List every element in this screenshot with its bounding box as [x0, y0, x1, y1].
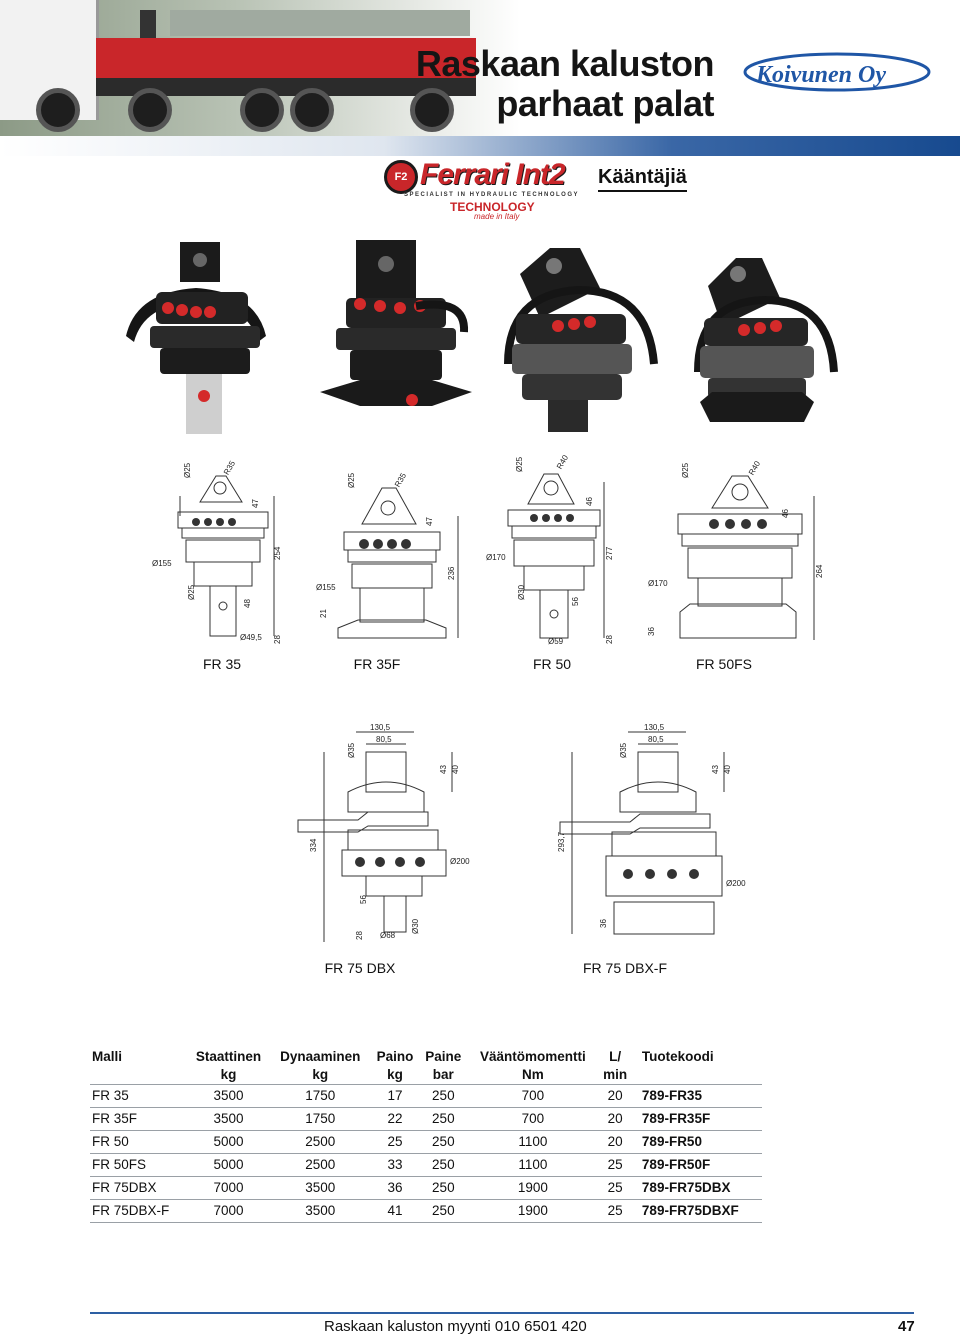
table-row [90, 1108, 762, 1131]
footer-contact: Raskaan kaluston myynti 010 6501 420 [324, 1318, 587, 1335]
svg-text:36: 36 [599, 919, 608, 928]
svg-text:40: 40 [451, 765, 460, 774]
svg-text:254: 254 [273, 546, 282, 560]
caption-fr50: FR 50 [532, 656, 572, 672]
caption-fr35: FR 35 [202, 656, 242, 672]
caption-fr50fs: FR 50FS [695, 656, 752, 672]
caption-fr35f: FR 35F [353, 656, 401, 672]
svg-text:Ø59: Ø59 [548, 637, 564, 646]
cell-pressure: 250 [419, 1200, 467, 1223]
svg-text:Ø30: Ø30 [411, 918, 420, 934]
page-number: 47 [898, 1318, 915, 1335]
svg-text:130,5: 130,5 [644, 723, 665, 732]
svg-text:R40: R40 [554, 453, 571, 471]
cell-torque: 700 [467, 1085, 598, 1108]
svg-text:28: 28 [605, 635, 614, 644]
cell-torque: 1100 [467, 1131, 598, 1154]
fr50-photo [502, 244, 662, 434]
table-row [90, 1085, 762, 1108]
ferrari-badge: F2 [384, 160, 418, 194]
cell-weight: 33 [371, 1154, 420, 1177]
cell-flow: 25 [598, 1177, 631, 1200]
cell-product-code: 789-FR75DBX [632, 1177, 762, 1200]
koivunen-logo-text: Koivunen Oy [756, 62, 887, 88]
cell-dynamic: 2500 [270, 1154, 371, 1177]
table-row [90, 1177, 762, 1200]
svg-text:264: 264 [815, 564, 824, 578]
cell-model: FR 50FS [90, 1154, 187, 1177]
footer-divider [90, 1312, 914, 1314]
svg-text:36: 36 [647, 627, 656, 636]
fr75dbx-drawing [258, 712, 488, 952]
svg-text:43: 43 [711, 765, 720, 774]
ferrari-logo-tech: TECHNOLOGY [450, 200, 535, 214]
category-title: Kääntäjiä [598, 166, 687, 192]
col-header-tuotekoodi: Tuotekoodi [632, 1048, 762, 1085]
col-header-malli: Malli [90, 1048, 187, 1085]
cell-torque: 1900 [467, 1200, 598, 1223]
col-header-staattinen: Staattinen kg [187, 1048, 270, 1085]
cell-weight: 17 [371, 1085, 420, 1108]
cell-weight: 22 [371, 1108, 420, 1131]
svg-text:Ø170: Ø170 [486, 553, 506, 562]
svg-text:Ø200: Ø200 [726, 879, 746, 888]
cell-model: FR 75DBX-F [90, 1200, 187, 1223]
table-row [90, 1154, 762, 1177]
svg-text:Ø35: Ø35 [347, 742, 356, 758]
cell-static: 5000 [187, 1154, 270, 1177]
cell-pressure: 250 [419, 1177, 467, 1200]
cell-pressure: 250 [419, 1085, 467, 1108]
svg-text:46: 46 [781, 509, 790, 518]
cell-product-code: 789-FR35 [632, 1085, 762, 1108]
svg-text:Ø170: Ø170 [648, 579, 668, 588]
svg-text:Ø200: Ø200 [450, 857, 470, 866]
fr35-photo [120, 236, 270, 436]
fr75dbxf-drawing [520, 712, 770, 952]
svg-text:R40: R40 [746, 459, 763, 477]
col-header-paine: Paine bar [419, 1048, 467, 1085]
svg-text:236: 236 [447, 566, 456, 580]
cell-pressure: 250 [419, 1108, 467, 1131]
svg-text:Ø30: Ø30 [517, 584, 526, 600]
cell-static: 3500 [187, 1085, 270, 1108]
koivunen-logo [742, 50, 932, 96]
cell-static: 5000 [187, 1131, 270, 1154]
col-header-lmin: L/ min [598, 1048, 631, 1085]
svg-text:Ø25: Ø25 [187, 584, 196, 600]
svg-text:277: 277 [605, 546, 614, 560]
fr50-drawing [484, 452, 624, 648]
title-line-1: Raskaan kaluston [415, 43, 714, 84]
cell-model: FR 50 [90, 1131, 187, 1154]
col-header-dynaaminen: Dynaaminen kg [270, 1048, 371, 1085]
svg-text:48: 48 [243, 599, 252, 608]
svg-text:130,5: 130,5 [370, 723, 391, 732]
col-header-paino: Paino kg [371, 1048, 420, 1085]
cell-product-code: 789-FR50F [632, 1154, 762, 1177]
cell-weight: 41 [371, 1200, 420, 1223]
svg-text:80,5: 80,5 [376, 735, 392, 744]
cell-product-code: 789-FR50 [632, 1131, 762, 1154]
svg-text:47: 47 [251, 499, 260, 508]
svg-text:21: 21 [319, 609, 328, 618]
cell-dynamic: 3500 [270, 1177, 371, 1200]
svg-text:R35: R35 [392, 471, 409, 489]
cell-product-code: 789-FR75DBXF [632, 1200, 762, 1223]
title-line-2: parhaat palat [496, 83, 714, 124]
fr50fs-drawing [642, 456, 828, 648]
svg-text:293,7: 293,7 [557, 831, 566, 852]
cell-flow: 20 [598, 1108, 631, 1131]
ferrari-logo-subtitle: SPECIALIST IN HYDRAULIC TECHNOLOGY [404, 192, 580, 198]
cell-flow: 20 [598, 1131, 631, 1154]
cell-torque: 1100 [467, 1154, 598, 1177]
svg-text:56: 56 [359, 895, 368, 904]
ferrari-int2-logo [384, 156, 584, 222]
cell-weight: 36 [371, 1177, 420, 1200]
cell-model: FR 35 [90, 1085, 187, 1108]
cell-torque: 1900 [467, 1177, 598, 1200]
cell-torque: 700 [467, 1108, 598, 1131]
cell-dynamic: 3500 [270, 1200, 371, 1223]
svg-text:47: 47 [425, 517, 434, 526]
caption-fr75dbxf: FR 75 DBX-F [582, 960, 667, 976]
table-header-row [90, 1048, 762, 1085]
cell-dynamic: 2500 [270, 1131, 371, 1154]
ferrari-logo-made: made in Italy [474, 212, 520, 221]
svg-text:Ø25: Ø25 [347, 472, 356, 488]
table-row [90, 1131, 762, 1154]
fr50fs-photo [694, 252, 838, 432]
svg-text:28: 28 [355, 931, 364, 940]
header-band [0, 136, 960, 156]
svg-text:R35: R35 [221, 459, 238, 477]
svg-text:Ø68: Ø68 [380, 931, 396, 940]
cell-weight: 25 [371, 1131, 420, 1154]
cell-flow: 25 [598, 1154, 631, 1177]
svg-text:43: 43 [439, 765, 448, 774]
svg-text:56: 56 [571, 597, 580, 606]
cell-static: 3500 [187, 1108, 270, 1131]
fr35f-drawing [312, 464, 468, 648]
table-row [90, 1200, 762, 1223]
cell-model: FR 35F [90, 1108, 187, 1131]
svg-text:40: 40 [723, 765, 732, 774]
cell-static: 7000 [187, 1200, 270, 1223]
cell-dynamic: 1750 [270, 1085, 371, 1108]
svg-text:Ø25: Ø25 [681, 462, 690, 478]
svg-text:Ø155: Ø155 [152, 559, 172, 568]
svg-text:28: 28 [273, 635, 282, 644]
spec-table [90, 1048, 762, 1223]
col-header-vaantomomentti: Vääntömomentti Nm [467, 1048, 598, 1085]
cell-pressure: 250 [419, 1154, 467, 1177]
fr35-drawing [150, 456, 290, 652]
cell-model: FR 75DBX [90, 1177, 187, 1200]
svg-text:Ø25: Ø25 [183, 462, 192, 478]
svg-text:46: 46 [585, 497, 594, 506]
cell-dynamic: 1750 [270, 1108, 371, 1131]
cell-flow: 20 [598, 1085, 631, 1108]
cell-product-code: 789-FR35F [632, 1108, 762, 1131]
svg-text:334: 334 [309, 838, 318, 852]
cell-static: 7000 [187, 1177, 270, 1200]
ferrari-logo-text: Ferrari Int2 [420, 158, 565, 191]
caption-fr75dbx: FR 75 DBX [324, 960, 396, 976]
svg-text:Ø25: Ø25 [515, 456, 524, 472]
svg-text:80,5: 80,5 [648, 735, 664, 744]
cell-flow: 25 [598, 1200, 631, 1223]
fr35f-photo [316, 236, 476, 416]
svg-text:Ø49,5: Ø49,5 [240, 633, 262, 642]
svg-text:Ø35: Ø35 [619, 742, 628, 758]
cell-pressure: 250 [419, 1131, 467, 1154]
page-title [416, 44, 714, 124]
svg-text:Ø155: Ø155 [316, 583, 336, 592]
